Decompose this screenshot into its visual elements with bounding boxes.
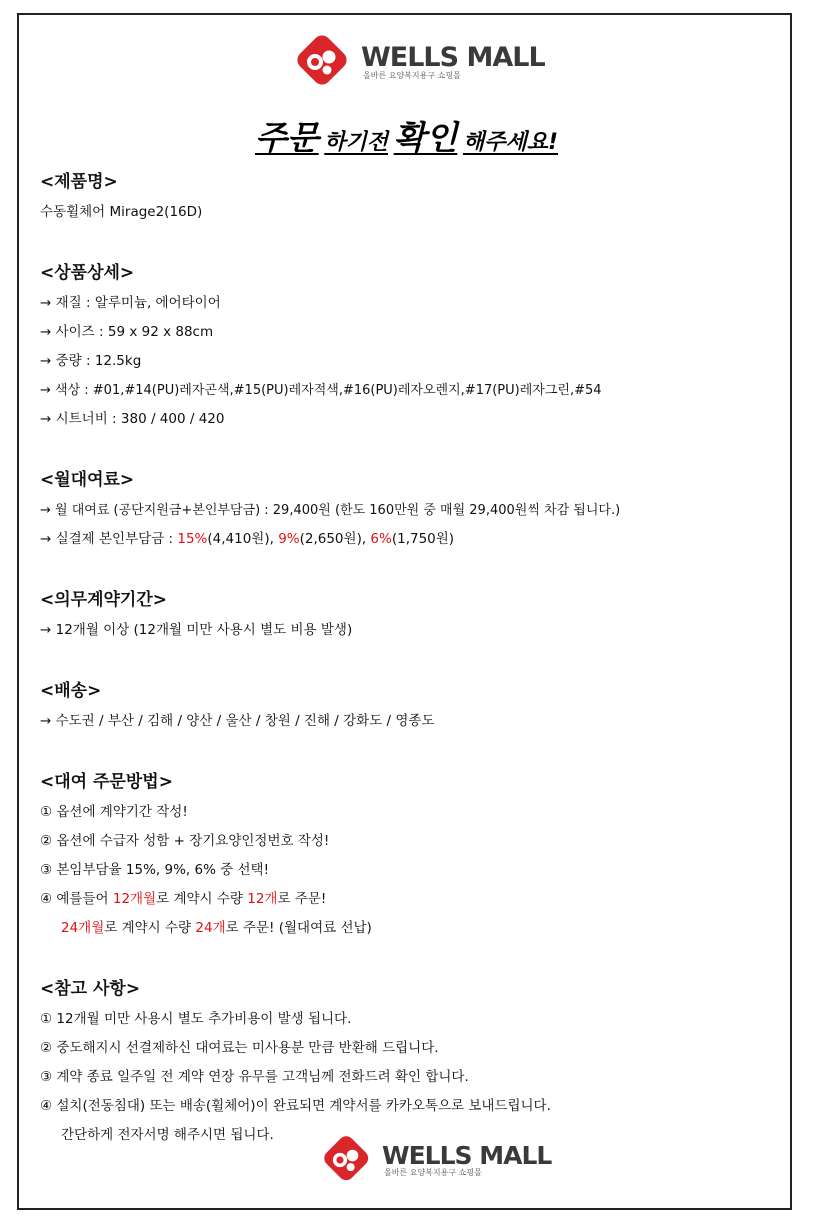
- note-3: ③ 계약 종료 일주일 전 계약 연장 유무를 고객님께 전화드려 확인 합니다.: [40, 1069, 469, 1085]
- note-4-continuation: 간단하게 전자서명 해주시면 됩니다.: [61, 1127, 274, 1143]
- headline-confirm: 확인: [393, 118, 458, 157]
- section-title: <참고 사항>: [40, 979, 141, 999]
- section-contract: [40, 584, 780, 645]
- headline: [0, 112, 813, 159]
- headline-before: 하기전: [324, 130, 389, 155]
- detail-size: → 사이즈 : 59 x 92 x 88cm: [40, 324, 214, 340]
- brand-tagline: 올바른 요양복지용구 쇼핑몰: [363, 71, 461, 80]
- section-delivery: [40, 675, 780, 736]
- rental-copay: → 실결제 본인부담금 : 15%(4,410원), 9%(2,650원), 6%(1,750원): [40, 531, 455, 547]
- brand-name: WELLS MALL: [361, 42, 545, 73]
- wells-mall-logo-icon: [293, 34, 355, 90]
- section-notes: [40, 973, 780, 1150]
- note-1: ① 12개월 미만 사용시 별도 추가비용이 발생 됩니다.: [40, 1011, 352, 1027]
- order-step-3: ③ 본임부담율 15%, 9%, 6% 중 선택!: [40, 862, 270, 878]
- section-rental: [40, 464, 780, 554]
- note-4: ④ 설치(전동침대) 또는 배송(휠체어)이 완료되면 계약서를 카카오톡으로 보내드립니다.: [40, 1098, 551, 1114]
- section-title: <월대여료>: [40, 470, 135, 490]
- product-name: 수동휠체어 Mirage2(16D): [40, 204, 203, 220]
- section-product: [40, 166, 780, 227]
- section-title: <대여 주문방법>: [40, 772, 173, 792]
- section-title: <배송>: [40, 681, 102, 701]
- content: [40, 166, 780, 1150]
- copay-rate-9: 9%: [278, 531, 300, 547]
- top-logo: [293, 34, 545, 90]
- note-2: ② 중도해지시 선결제하신 대여료는 미사용분 만큼 반환해 드립니다.: [40, 1040, 439, 1056]
- headline-order: 주문: [254, 118, 319, 157]
- delivery-areas: → 수도권 / 부산 / 김해 / 양산 / 울산 / 창원 / 진해 / 강화도 / 영종도: [40, 713, 435, 729]
- copay-rate-15: 15%: [177, 531, 208, 547]
- section-title: <의무계약기간>: [40, 590, 168, 610]
- order-step-4-example: 24개월로 계약시 수량 24개로 주문! (월대여료 선납): [61, 920, 372, 936]
- brand-tagline: 올바른 요양복지용구 쇼핑몰: [384, 1168, 482, 1177]
- section-order-method: [40, 766, 780, 943]
- bottom-logo: [320, 1135, 551, 1185]
- section-title: <상품상세>: [40, 263, 135, 283]
- section-title: <제품명>: [40, 172, 118, 192]
- rental-monthly-fee: → 월 대여료 (공단지원금+본인부담금) : 29,400원 (한도 160만원 중 매월 29,400원씩 차감 됩니다.): [40, 503, 621, 518]
- section-details: [40, 257, 780, 434]
- order-step-4: ④ 예를들어 12개월로 계약시 수량 12개로 주문!: [40, 891, 327, 907]
- detail-weight: → 중량 : 12.5kg: [40, 353, 142, 369]
- headline-please: 해주세요!: [462, 130, 559, 155]
- detail-color: → 색상 : #01,#14(PU)레자곤색,#15(PU)레자적색,#16(PU)레자오렌지,#17(PU)레자그린,#54: [40, 383, 602, 398]
- wells-mall-logo-icon: [320, 1135, 376, 1185]
- order-step-2: ② 옵션에 수급자 성함 + 장기요양인정번호 작성!: [40, 833, 330, 849]
- contract-period: → 12개월 이상 (12개월 미만 사용시 별도 비용 발생): [40, 622, 353, 638]
- brand-name: WELLS MALL: [382, 1141, 552, 1170]
- detail-material: → 재질 : 알루미늄, 에어타이어: [40, 295, 221, 311]
- order-step-1: ① 옵션에 계약기간 작성!: [40, 804, 188, 820]
- detail-seat-width: → 시트너비 : 380 / 400 / 420: [40, 411, 225, 427]
- copay-rate-6: 6%: [370, 531, 392, 547]
